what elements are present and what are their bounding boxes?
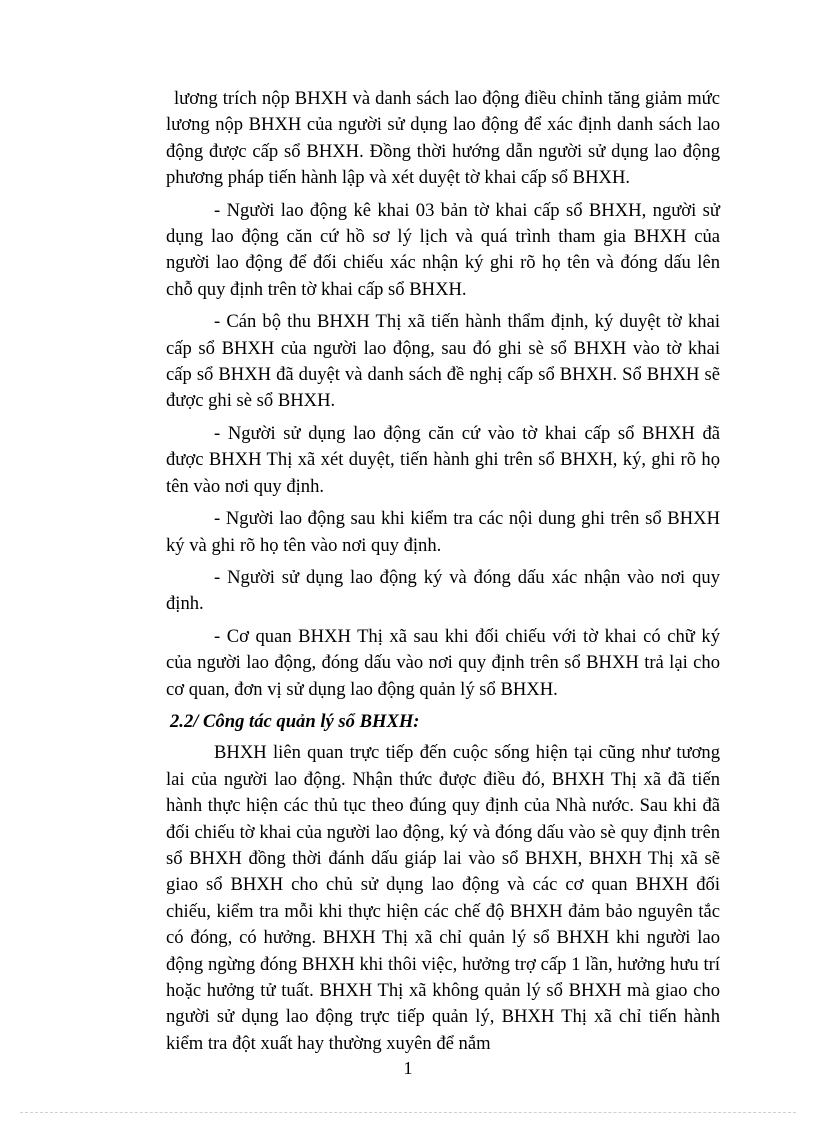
paragraph-intro: lương trích nộp BHXH và danh sách lao động điều chỉnh tăng giảm mức lương nộp BHXH của người sử dụng lao động để xác định danh sách lao động được cấp sổ BHXH. Đồng thời hướng dẫn người sử dụng lao động phương pháp tiến hành lập và xét duyệt tờ khai cấp sổ BHXH. <box>166 88 720 189</box>
paragraph-declaration: - Người lao động kê khai 03 bản tờ khai cấp sổ BHXH, người sử dụng lao động căn cứ hồ sơ lý lịch và quá trình tham gia BHXH của người lao động để đối chiếu xác nhận ký ghi rõ họ tên và đóng dấu lên chỗ quy định trên tờ khai cấp sổ BHXH. <box>166 199 720 300</box>
paragraph-appraisal: - Cán bộ thu BHXH Thị xã tiến hành thẩm định, ký duyệt tờ khai cấp sổ BHXH của người lao động, sau đó ghi sè sổ BHXH vào tờ khai cấp sổ BHXH đã duyệt và danh sách đề nghị cấp sổ BHXH. Sổ BHXH sẽ được ghi sè sổ BHXH. <box>166 311 720 412</box>
paragraph-employer-stamp: - Người sử dụng lao động ký và đóng dấu xác nhận vào nơi quy định. <box>166 566 720 615</box>
section-heading: 2.2/ Công tác quản lý sổ BHXH: <box>170 710 420 732</box>
page-content <box>166 86 720 1063</box>
paragraph-employee-signature: - Người lao động sau khi kiểm tra các nội dung ghi trên sổ BHXH ký và ghi rõ họ tên vào nơi quy định. <box>166 508 720 556</box>
page-divider <box>20 1112 796 1113</box>
paragraph-agency-return: - Cơ quan BHXH Thị xã sau khi đối chiếu với tờ khai có chữ ký của người lao động, đóng dấu vào nơi quy định trên sổ BHXH trả lại cho cơ quan, đơn vị sử dụng lao động quản lý sổ BHXH. <box>166 625 720 700</box>
paragraph-employer-entry: - Người sử dụng lao động căn cứ vào tờ khai cấp sổ BHXH đã được BHXH Thị xã xét duyệt, tiến hành ghi trên sổ BHXH, ký, ghi rõ họ tên vào nơi quy định. <box>166 422 720 497</box>
page-number: 1 <box>403 1058 413 1078</box>
paragraph-management: BHXH liên quan trực tiếp đến cuộc sống hiện tại cũng như tương lai của người lao động. Nhận thức được điều đó, BHXH Thị xã đã tiến hành thực hiện các thủ tục theo đúng quy định của Nhà nước. Sau khi đã đối chiếu tờ khai của người lao động, ký và đóng dấu vào sè quy định trên sổ BHXH đồng thời đánh dấu giáp lai vào sổ BHXH, BHXH Thị xã sẽ giao sổ BHXH cho chủ sử dụng lao động và các cơ quan BHXH đối chiếu, kiểm tra mỗi khi thực hiện các chế độ BHXH đảm bảo nguyên tắc có đóng, có hưởng. BHXH Thị xã chỉ quản lý sổ BHXH khi người lao động ngừng đóng BHXH khi thôi việc, hưởng trợ cấp 1 lần, hưởng hưu trí hoặc hưởng tử tuất. BHXH Thị xã không quản lý sổ BHXH mà giao cho người sử dụng lao động trực tiếp quản lý, BHXH Thị xã chỉ tiến hành kiểm tra đột xuất hay thường xuyên để nắm <box>166 742 720 1054</box>
